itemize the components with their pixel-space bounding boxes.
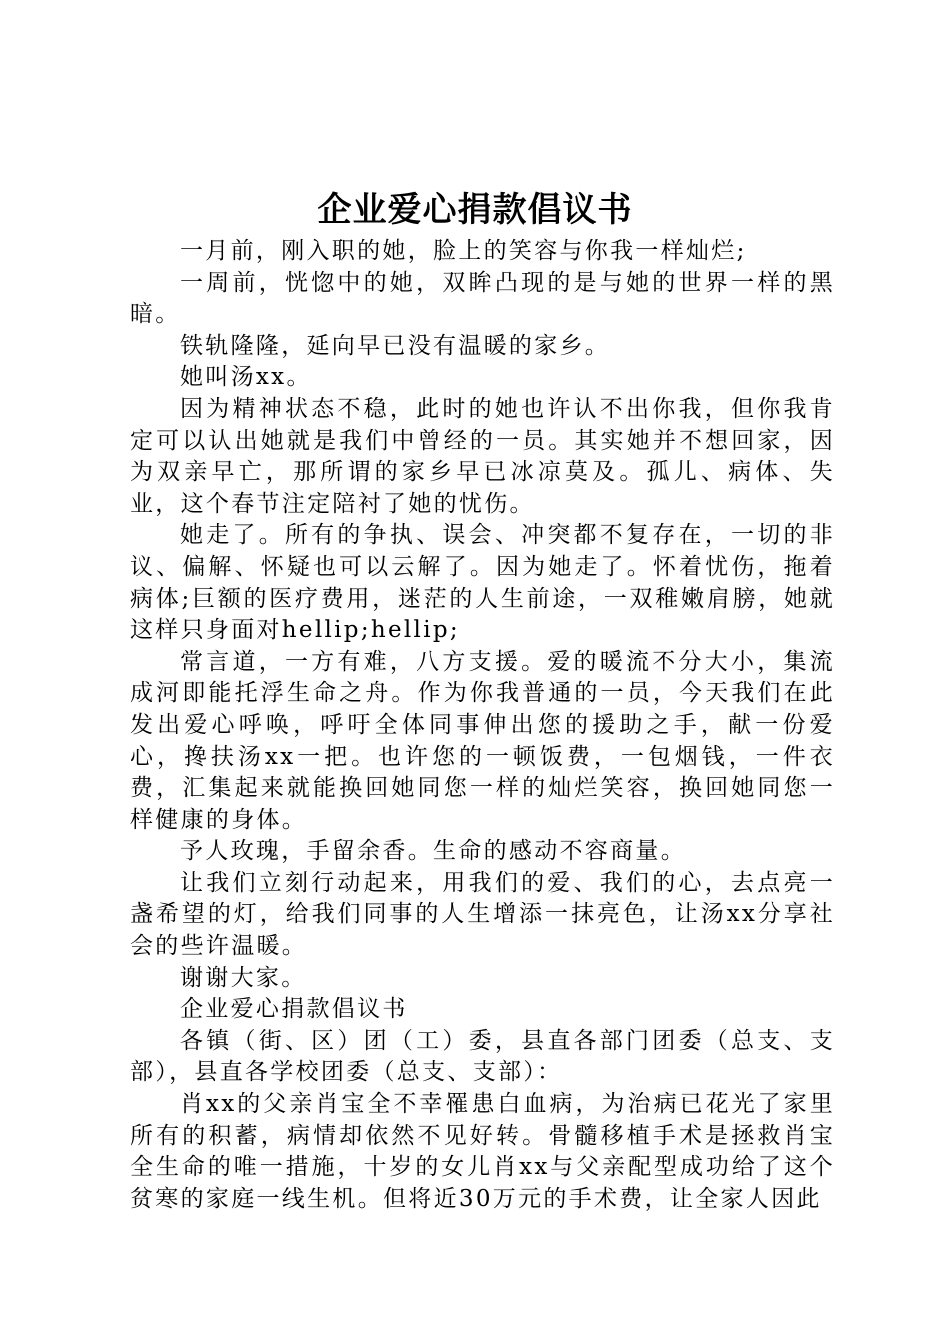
paragraph: 她叫汤xx。 bbox=[180, 364, 312, 391]
paragraph: 予人玫瑰，手留余香。生命的感动不容商量。 bbox=[180, 838, 686, 865]
paragraph: 她走了。所有的争执、误会、冲突都不复存在，一切的非议、偏解、怀疑也可以云解了。因为她走了。怀着忧伤，拖着病体;巨额的医疗费用，迷茫的人生前途，一双稚嫩肩膀，她就这样只身面对hellip;hellip; bbox=[130, 522, 835, 644]
paragraph: 让我们立刻行动起来，用我们的爱、我们的心，去点亮一盏希望的灯，给我们同事的人生增添一抹亮色，让汤xx分享社会的些许温暖。 bbox=[130, 869, 835, 960]
paragraph: 铁轨隆隆，延向早已没有温暖的家乡。 bbox=[180, 332, 611, 359]
paragraph: 因为精神状态不稳，此时的她也许认不出你我，但你我肯定可以认出她就是我们中曾经的一员。其实她并不想回家，因为双亲早亡，那所谓的家乡早已冰凉莫及。孤儿、病体、失业，这个春节注定陪衬了她的忧伤。 bbox=[130, 395, 835, 517]
salutation: 各镇（街、区）团（工）委，县直各部门团委（总支、支部），县直各学校团委（总支、支部）： bbox=[130, 1027, 835, 1086]
paragraph: 一周前，恍惚中的她，双眸凸现的是与她的世界一样的黑暗。 bbox=[130, 269, 835, 328]
paragraph: 一月前，刚入职的她，脸上的笑容与你我一样灿烂; bbox=[180, 238, 747, 264]
section-heading: 企业爱心捐款倡议书 bbox=[180, 996, 408, 1023]
paragraph: 常言道，一方有难，八方支援。爱的暖流不分大小，集流成河即能托浮生命之舟。作为你我普通的一员，今天我们在此发出爱心呼唤，呼吁全体同事伸出您的援助之手，献一份爱心，搀扶汤xx一把。也许您的一顿饭费，一包烟钱，一件衣费，汇集起来就能换回她同您一样的灿烂笑容，换回她同您一样健康的身体。 bbox=[130, 648, 835, 833]
document-body bbox=[130, 236, 835, 1215]
paragraph: 谢谢大家。 bbox=[180, 964, 307, 991]
paragraph: 肖xx的父亲肖宝全不幸罹患白血病，为治病已花光了家里所有的积蓄，病情却依然不见好转。骨髓移植手术是拯救肖宝全生命的唯一措施，十岁的女儿肖xx与父亲配型成功给了这个贫寒的家庭一线生机。但将近30万元的手术费，让全家人因此 bbox=[130, 1091, 835, 1212]
document-title: 企业爱心捐款倡议书 bbox=[317, 190, 633, 230]
